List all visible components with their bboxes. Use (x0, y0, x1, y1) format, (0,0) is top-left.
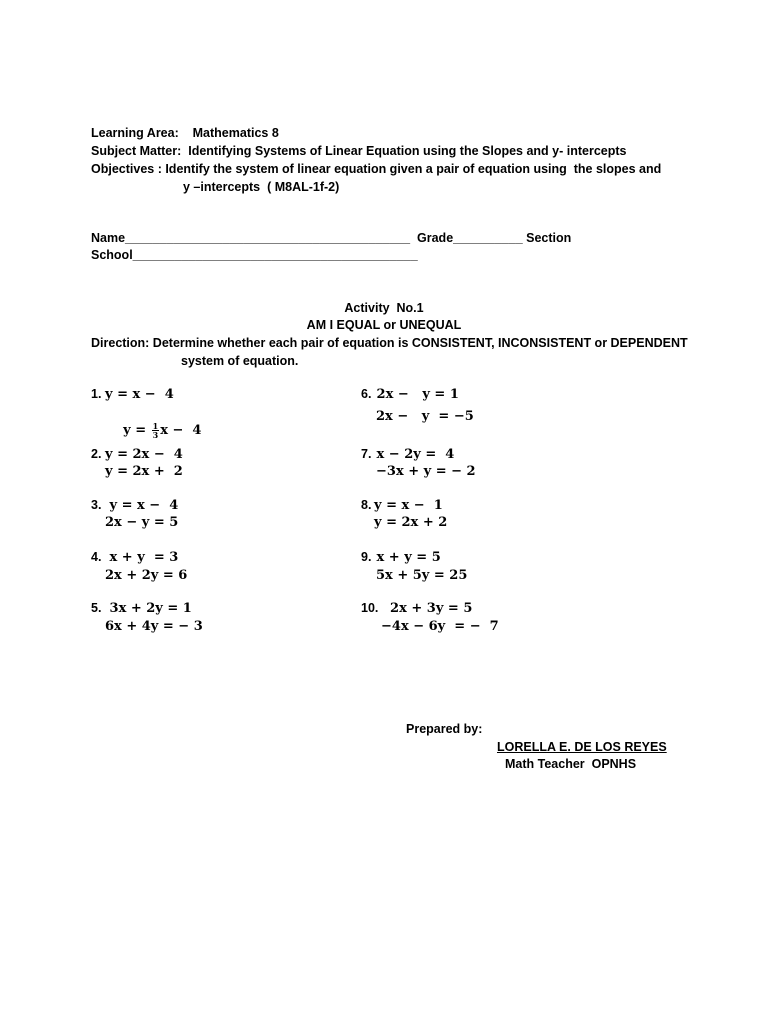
problem-1-label: 1. (91, 387, 102, 401)
problem-10-eq-2: −4x − 6y = − 7 (381, 619, 499, 634)
problem-2-label: 2. (91, 447, 102, 461)
problem-3-eq-1: y = x − 4 (105, 498, 179, 513)
problem-6-eq-2: 2x − y = −5 (376, 409, 474, 424)
objectives-line-2: y –intercepts ( M8AL-1f-2) (183, 180, 340, 194)
direction-line-1: Direction: Determine whether each pair of equation is CONSISTENT, INCONSISTENT or DEPENDENT (91, 336, 688, 350)
fraction-numerator: 1 (152, 421, 159, 431)
school-field: School_________________________________________ (91, 248, 418, 262)
problem-4-label: 4. (91, 550, 102, 564)
subject-matter: Subject Matter: Identifying Systems of Linear Equation using the Slopes and y- intercepts (91, 144, 627, 158)
problem-1-eq-2-left: y = (123, 423, 151, 438)
problem-9-eq-2: 5x + 5y = 25 (376, 568, 468, 583)
problem-2-eq-1: y = 2x − 4 (105, 447, 183, 462)
problem-5-label: 5. (91, 601, 102, 615)
problem-8-eq-1: y = x − 1 (374, 498, 443, 513)
activity-number: Activity No.1 (344, 301, 424, 315)
problem-1-eq-1: y = x − 4 (105, 387, 174, 402)
problem-4-eq-2: 2x + 2y = 6 (105, 568, 188, 583)
problem-3-eq-2: 2x − y = 5 (105, 515, 179, 530)
problem-10-eq-1: 2x + 3y = 5 (381, 601, 473, 616)
direction-line-2: system of equation. (181, 354, 299, 368)
problem-4-eq-1: x + y = 3 (105, 550, 179, 565)
problem-6-eq-1: 2x − y = 1 (372, 387, 459, 402)
problem-2-eq-2: y = 2x + 2 (105, 464, 183, 479)
problem-3-label: 3. (91, 498, 102, 512)
learning-area: Learning Area: Mathematics 8 (91, 126, 279, 140)
problem-7-eq-2: −3x + y = − 2 (376, 464, 476, 479)
activity-title: AM I EQUAL or UNEQUAL (306, 318, 462, 332)
problem-9-label: 9. (361, 550, 372, 564)
objectives-line-1: Objectives : Identify the system of linear equation given a pair of equation using the slopes and (91, 162, 662, 176)
problem-9-eq-1: x + y = 5 (372, 550, 441, 565)
teacher-title: Math Teacher OPNHS (505, 757, 637, 771)
problem-7-eq-1: x − 2y = 4 (372, 447, 455, 462)
prepared-by: Prepared by: (406, 722, 483, 736)
problem-1-eq-2-right: x − 4 (160, 423, 202, 438)
problem-8-eq-2: y = 2x + 2 (374, 515, 448, 530)
problem-5-eq-1: 3x + 2y = 1 (105, 601, 192, 616)
fraction-denominator: 3 (152, 430, 159, 440)
problem-8-label: 8. (361, 498, 372, 512)
teacher-name: LORELLA E. DE LOS REYES (497, 740, 667, 754)
problem-10-label: 10. (361, 601, 379, 615)
name-grade-section-field: Name_________________________________________ Grade__________ Section (91, 231, 572, 245)
problem-6-label: 6. (361, 387, 372, 401)
fraction-one-third (152, 422, 160, 439)
problem-7-label: 7. (361, 447, 372, 461)
problem-5-eq-2: 6x + 4y = − 3 (105, 619, 203, 634)
